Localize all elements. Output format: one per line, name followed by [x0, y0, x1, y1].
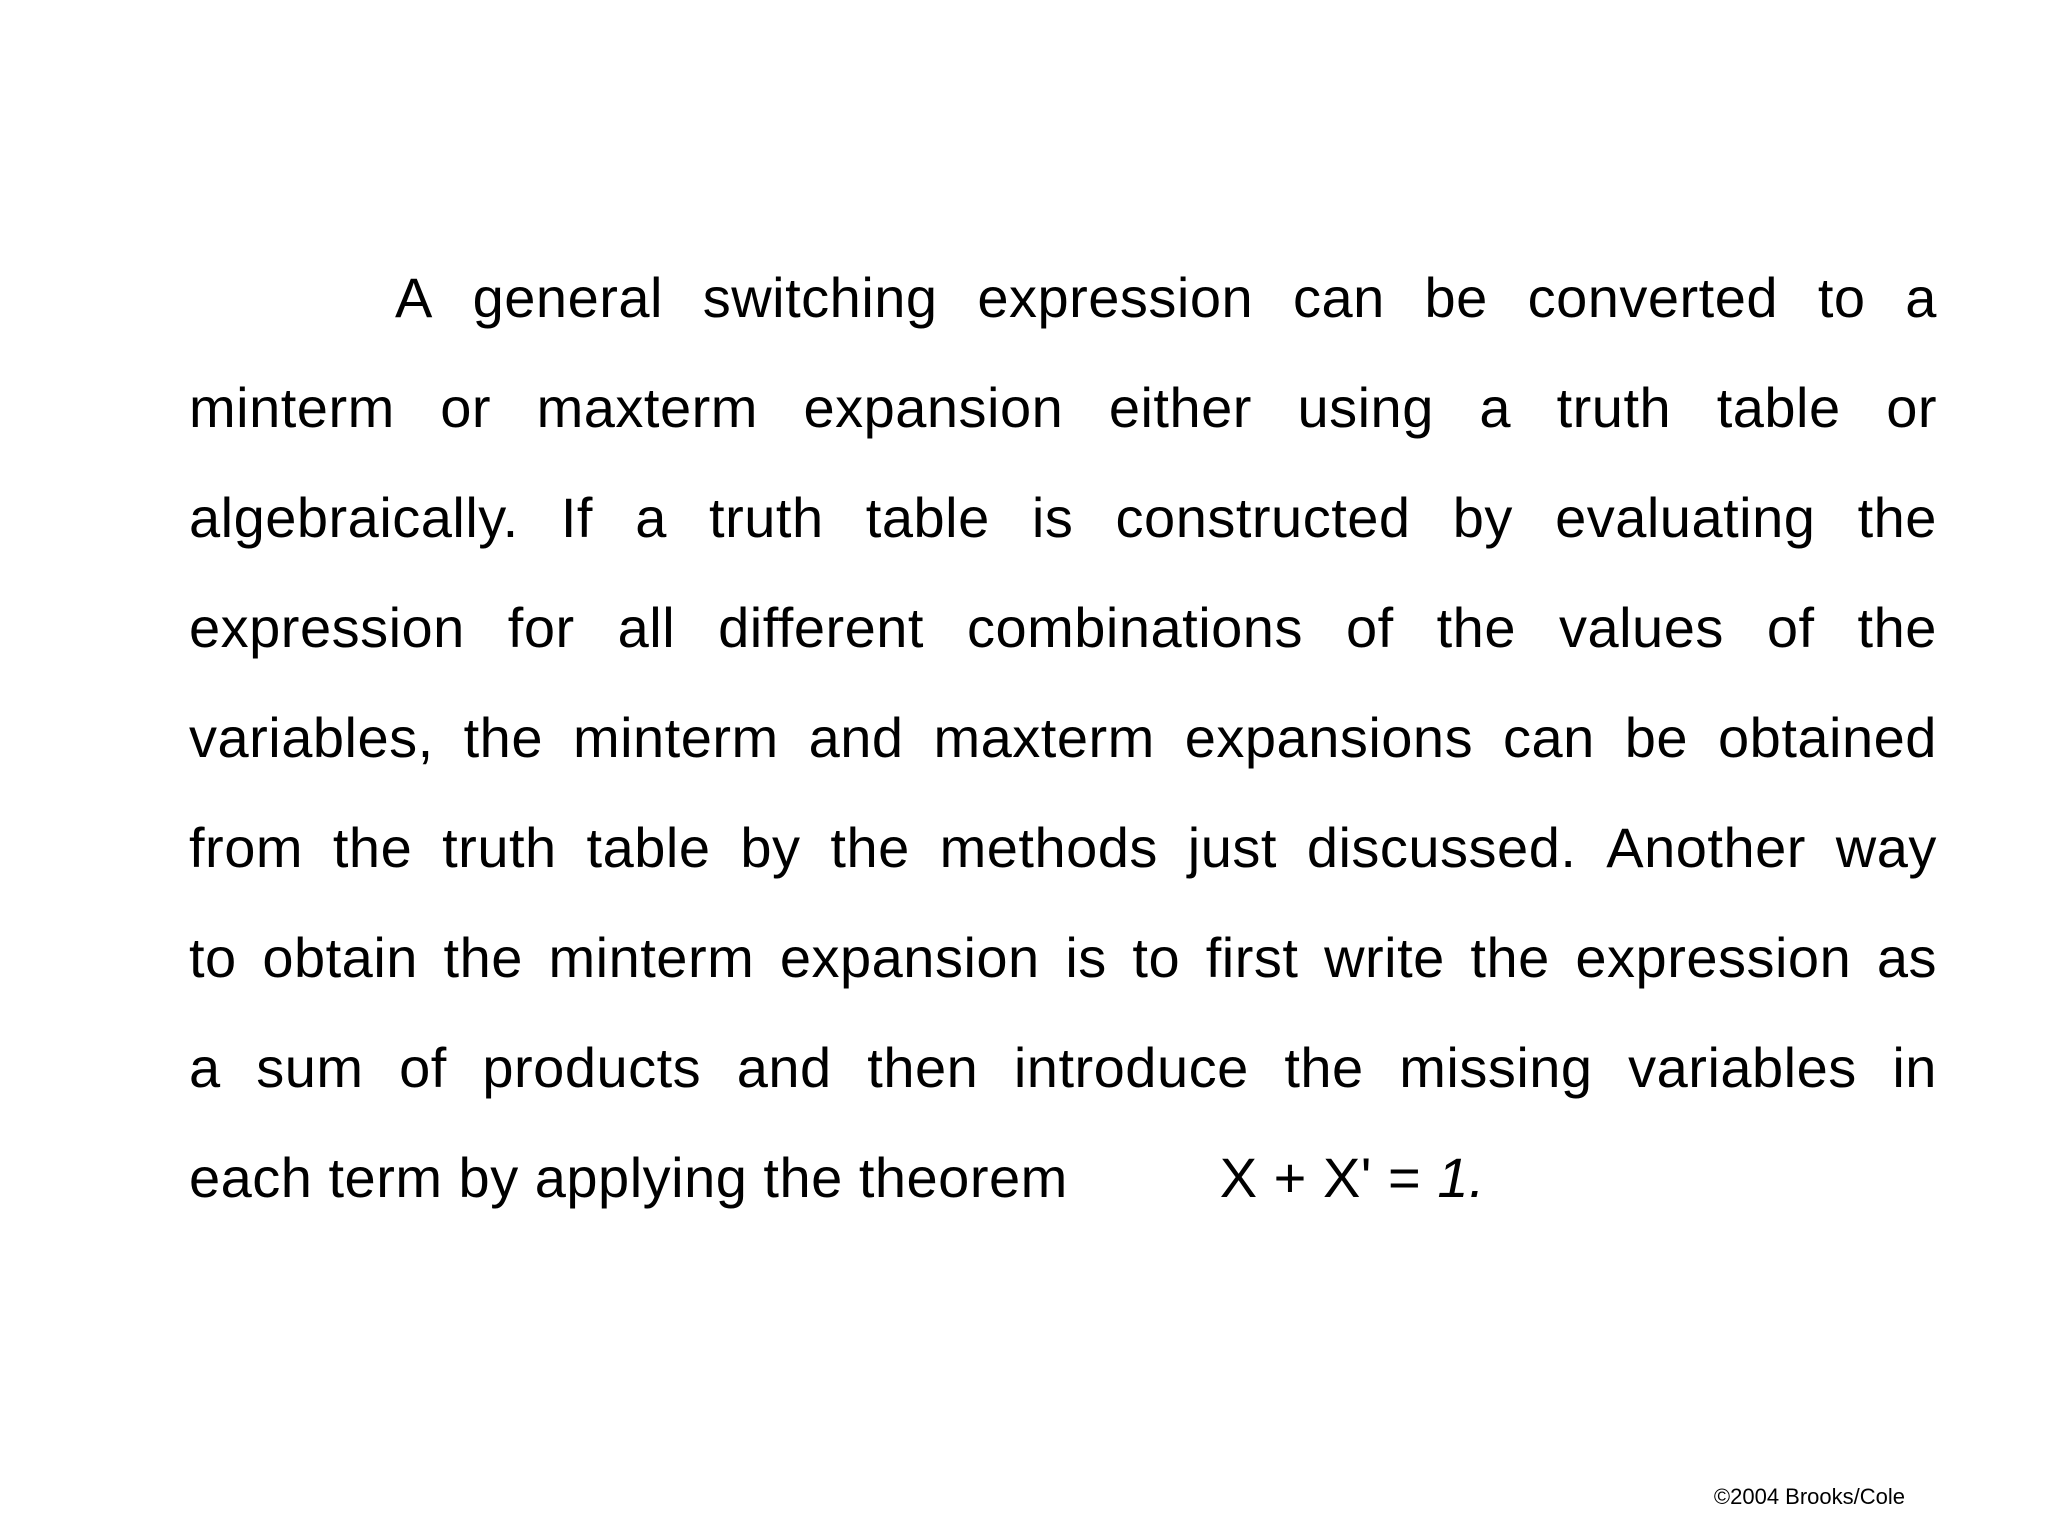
word: table: [586, 815, 711, 879]
word: and: [736, 1035, 832, 1099]
word: table: [865, 485, 990, 549]
word: converted: [1527, 265, 1779, 329]
word: sum: [256, 1035, 364, 1099]
word: the: [830, 815, 910, 879]
word: be: [1624, 705, 1689, 769]
word: evaluating: [1555, 485, 1816, 549]
word: the: [1284, 1035, 1364, 1099]
paragraph-line: [189, 902, 1937, 1012]
word: Another: [1606, 815, 1806, 879]
paragraph-line: [189, 242, 1937, 352]
paragraph-line: [189, 682, 1937, 792]
word: way: [1835, 815, 1937, 879]
word: table: [1716, 375, 1841, 439]
word: a: [1905, 265, 1937, 329]
word: to: [189, 925, 237, 989]
word: maxterm: [536, 375, 758, 439]
word: by: [1452, 485, 1513, 549]
word: maxterm: [933, 705, 1155, 769]
word: expression: [977, 265, 1254, 329]
word: expansion: [779, 925, 1040, 989]
word: minterm: [548, 925, 755, 989]
word: for: [507, 595, 575, 659]
word: and: [808, 705, 904, 769]
word: to: [1817, 265, 1866, 329]
word: first: [1205, 925, 1299, 989]
word: or: [440, 375, 492, 439]
word: truth: [1556, 375, 1672, 439]
word: truth: [442, 815, 557, 879]
word: combinations: [966, 595, 1303, 659]
word: a: [1479, 375, 1512, 439]
word: is: [1065, 925, 1107, 989]
word: introduce: [1013, 1035, 1249, 1099]
word: minterm: [572, 705, 779, 769]
word: products: [482, 1035, 702, 1099]
paragraph-line: [189, 462, 1937, 572]
word: general: [472, 265, 663, 329]
word: just: [1187, 815, 1277, 879]
word: variables,: [189, 705, 434, 769]
word: a: [635, 485, 667, 549]
paragraph-line: [189, 792, 1937, 902]
word: of: [1345, 595, 1394, 659]
word: all: [617, 595, 676, 659]
word: expansion: [803, 375, 1064, 439]
word: can: [1292, 265, 1385, 329]
word: can: [1503, 705, 1595, 769]
copyright-notice: ©2004 Brooks/Cole: [1713, 1484, 1905, 1509]
word: the: [443, 925, 523, 989]
word: in: [1892, 1035, 1937, 1099]
word: obtain: [262, 925, 418, 989]
word: the: [463, 705, 543, 769]
word: variables: [1628, 1035, 1857, 1099]
paragraph-line: [189, 352, 1937, 462]
paragraph-line: [189, 572, 1937, 682]
word: either: [1108, 375, 1252, 439]
word: as: [1876, 925, 1937, 989]
equation-left: X + X' =: [1219, 1145, 1422, 1209]
word: the: [1857, 485, 1937, 549]
word: the: [332, 815, 413, 879]
word: obtained: [1718, 705, 1937, 769]
word: minterm: [189, 375, 395, 439]
word: or: [1886, 375, 1937, 439]
word: a: [189, 1035, 221, 1099]
word: of: [1766, 595, 1815, 659]
word: methods: [939, 815, 1158, 879]
word: different: [718, 595, 924, 659]
word: using: [1297, 375, 1434, 439]
word: write: [1324, 925, 1445, 989]
paragraph-last-line: [189, 1122, 1937, 1232]
word: of: [399, 1035, 447, 1099]
word: the: [1857, 595, 1937, 659]
word: by: [740, 815, 801, 879]
theorem-equation: [1220, 1145, 1485, 1210]
word: expansions: [1184, 705, 1474, 769]
last-line-text: each term by applying the theorem: [189, 1145, 1068, 1209]
word: the: [1436, 595, 1516, 659]
word: A: [395, 265, 433, 329]
word: be: [1424, 265, 1488, 329]
word: truth: [709, 485, 824, 549]
word: from: [189, 815, 303, 879]
word: expression: [189, 595, 465, 659]
word: to: [1132, 925, 1181, 989]
word: discussed.: [1306, 815, 1577, 879]
word: values: [1558, 595, 1724, 659]
word: is: [1031, 485, 1074, 549]
paragraph-line: [189, 1012, 1937, 1122]
word: constructed: [1115, 485, 1411, 549]
word: expression: [1575, 925, 1852, 989]
word: missing: [1399, 1035, 1593, 1099]
equation-right: 1.: [1437, 1145, 1486, 1209]
body-paragraph: [189, 242, 1937, 1232]
word: If: [560, 485, 593, 549]
word: the: [1470, 925, 1550, 989]
word: then: [867, 1035, 979, 1099]
word: algebraically.: [189, 485, 519, 549]
word: switching: [702, 265, 938, 329]
